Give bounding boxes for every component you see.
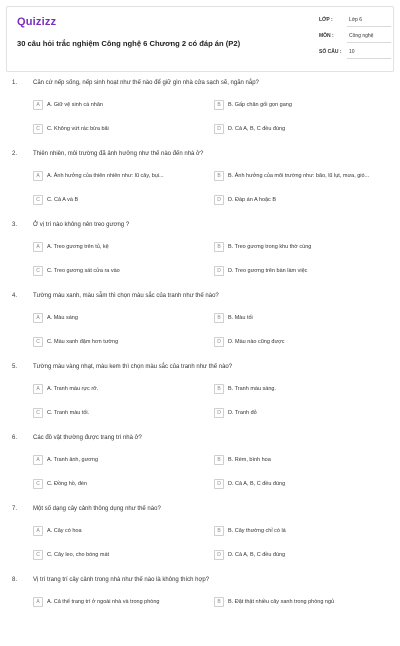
option-text: B. Gấp chăn gối gọn gang	[228, 101, 292, 108]
meta-class-row	[319, 17, 391, 33]
option-letter-box: A	[33, 455, 43, 465]
option-letter-box: D	[214, 337, 224, 347]
option-text: D. Màu nào cũng được	[228, 338, 285, 345]
option-b[interactable]	[214, 311, 382, 325]
option-letter-box: B	[214, 242, 224, 252]
option-a[interactable]	[33, 311, 201, 325]
question-item	[0, 78, 400, 149]
option-letter-box: B	[214, 526, 224, 536]
option-text: A. Tranh ảnh, gương	[47, 456, 99, 463]
question-item	[0, 362, 400, 433]
question-item	[0, 433, 400, 504]
option-d[interactable]	[214, 406, 382, 420]
question-number: 6.	[12, 435, 18, 441]
option-text: A. Treo gương trên tủ, kệ	[47, 243, 109, 250]
question-item	[0, 220, 400, 291]
worksheet-title: 30 câu hỏi trắc nghiệm Công nghệ 6 Chương 2 có đáp án (P2)	[17, 39, 241, 48]
option-letter-box: C	[33, 337, 43, 347]
option-b[interactable]	[214, 98, 382, 112]
question-item	[0, 149, 400, 220]
option-letter-box: B	[214, 597, 224, 607]
option-letter-box: B	[214, 171, 224, 181]
option-text: C. Cây leo, cho bóng mát	[47, 551, 110, 558]
option-c[interactable]	[33, 122, 201, 136]
question-text: Căn cứ nếp sống, nếp sinh hoạt như thế nào để giữ gìn nhà cửa sạch sẽ, ngăn nắp?	[33, 80, 259, 86]
option-text: C. Không vứt rác bừa bãi	[47, 125, 109, 132]
option-letter-box: C	[33, 195, 43, 205]
option-d[interactable]	[214, 193, 382, 207]
option-letter-box: D	[214, 550, 224, 560]
question-number: 5.	[12, 364, 18, 370]
option-text: B. Ảnh hưởng của môi trường như: bão, lũ lụt, mưa, gió...	[228, 172, 370, 179]
question-text: Một số dạng cây cảnh thông dụng như thế nào?	[33, 506, 161, 512]
option-text: C. Treo gương sát cửa ra vào	[47, 267, 120, 274]
option-text: D. Tranh đỏ	[228, 409, 257, 416]
option-letter-box: C	[33, 266, 43, 276]
meta-class-label: LỚP :	[319, 17, 333, 23]
option-text: C. Màu xanh đậm hơn tường	[47, 338, 119, 345]
option-d[interactable]	[214, 335, 382, 349]
option-text: D. Đáp án A hoặc B	[228, 196, 277, 203]
option-letter-box: A	[33, 171, 43, 181]
option-d[interactable]	[214, 548, 382, 562]
option-b[interactable]	[214, 169, 382, 183]
option-letter-box: D	[214, 266, 224, 276]
question-text: Các đồ vật thường được trang trí nhà ở?	[33, 435, 142, 441]
question-text: Ở vị trí nào không nên treo gương ?	[33, 222, 130, 228]
quizizz-logo: Quizizz	[17, 16, 57, 28]
option-text: D. Cả A, B, C đều đúng	[228, 551, 286, 558]
option-text: A. Cây có hoa	[47, 527, 82, 534]
question-text: Thiên nhiên, môi trường đã ảnh hưởng như thế nào đến nhà ở?	[33, 151, 204, 157]
option-text: A. Cả thể trang trí ở ngoài nhà và trong phòng	[47, 598, 160, 605]
option-text: B. Tranh màu sáng.	[228, 385, 276, 392]
option-text: A. Tranh màu rực rỡ.	[47, 385, 99, 392]
question-text: Vị trí trang trí cây cảnh trong nhà như thế nào là không thích hợp?	[33, 577, 210, 583]
option-d[interactable]	[214, 264, 382, 278]
option-d[interactable]	[214, 122, 382, 136]
meta-count-label: SỐ CÂU :	[319, 49, 342, 55]
option-letter-box: D	[214, 408, 224, 418]
option-b[interactable]	[214, 595, 382, 609]
option-text: B. Rèm, bình hoa	[228, 456, 271, 463]
option-a[interactable]	[33, 98, 201, 112]
question-text: Tường màu xanh, màu sẫm thì chọn màu sắc của tranh như thế nào?	[33, 293, 219, 299]
option-letter-box: B	[214, 455, 224, 465]
option-text: D. Cả A, B, C đều đúng	[228, 480, 286, 487]
option-letter-box: A	[33, 100, 43, 110]
option-letter-box: D	[214, 479, 224, 489]
question-number: 7.	[12, 506, 18, 512]
option-text: B. Cây thường chỉ có lá	[228, 527, 286, 534]
question-number: 8.	[12, 577, 18, 583]
option-a[interactable]	[33, 382, 201, 396]
worksheet-meta	[319, 17, 391, 65]
option-letter-box: A	[33, 384, 43, 394]
question-item	[0, 504, 400, 575]
option-a[interactable]	[33, 595, 201, 609]
option-c[interactable]	[33, 548, 201, 562]
question-number: 2.	[12, 151, 18, 157]
option-letter-box: C	[33, 124, 43, 134]
meta-count-value: 10	[347, 49, 391, 59]
option-text: A. Màu sáng	[47, 314, 78, 321]
option-letter-box: A	[33, 526, 43, 536]
option-letter-box: D	[214, 124, 224, 134]
meta-subject-value: Công nghệ	[347, 33, 391, 43]
question-number: 4.	[12, 293, 18, 299]
option-text: A. Giữ vệ sinh cá nhân	[47, 101, 103, 108]
option-letter-box: B	[214, 100, 224, 110]
option-text: D. Treo gương trên bàn làm việc	[228, 267, 308, 274]
option-letter-box: A	[33, 313, 43, 323]
question-text: Tường màu vàng nhạt, màu kem thì chọn màu sắc của tranh như thế nào?	[33, 364, 233, 370]
option-letter-box: A	[33, 597, 43, 607]
meta-class-value: Lớp 6	[347, 17, 391, 27]
option-text: C. Đồng hồ, đèn	[47, 480, 88, 487]
option-letter-box: C	[33, 408, 43, 418]
question-number: 3.	[12, 222, 18, 228]
option-letter-box: D	[214, 195, 224, 205]
option-d[interactable]	[214, 477, 382, 491]
option-text: B. Đặt thật nhiều cây xanh trong phòng ngủ	[228, 598, 335, 605]
option-a[interactable]	[33, 240, 201, 254]
meta-count-row	[319, 49, 391, 65]
option-b[interactable]	[214, 382, 382, 396]
question-item	[0, 575, 400, 646]
option-letter-box: B	[214, 384, 224, 394]
meta-subject-label: MÔN :	[319, 33, 334, 39]
worksheet-header	[6, 6, 394, 72]
question-list	[0, 78, 400, 646]
option-b[interactable]	[214, 240, 382, 254]
option-text: B. Màu tối	[228, 314, 253, 321]
option-b[interactable]	[214, 524, 382, 538]
option-text: C. Tranh màu tối.	[47, 409, 90, 416]
question-number: 1.	[12, 80, 18, 86]
option-b[interactable]	[214, 453, 382, 467]
option-c[interactable]	[33, 264, 201, 278]
option-c[interactable]	[33, 193, 201, 207]
option-c[interactable]	[33, 477, 201, 491]
question-item	[0, 291, 400, 362]
option-a[interactable]	[33, 524, 201, 538]
option-letter-box: B	[214, 313, 224, 323]
option-text: B. Treo gương trong khu thờ cúng	[228, 243, 312, 250]
option-letter-box: C	[33, 479, 43, 489]
option-c[interactable]	[33, 335, 201, 349]
option-c[interactable]	[33, 406, 201, 420]
option-letter-box: A	[33, 242, 43, 252]
option-text: A. Ảnh hưởng của thiên nhiên như: lũ cây, bụi...	[47, 172, 164, 179]
option-letter-box: C	[33, 550, 43, 560]
option-text: C. Cả A và B	[47, 196, 79, 203]
option-a[interactable]	[33, 453, 201, 467]
meta-subject-row	[319, 33, 391, 49]
option-a[interactable]	[33, 169, 201, 183]
option-text: D. Cả A, B, C đều đúng	[228, 125, 286, 132]
